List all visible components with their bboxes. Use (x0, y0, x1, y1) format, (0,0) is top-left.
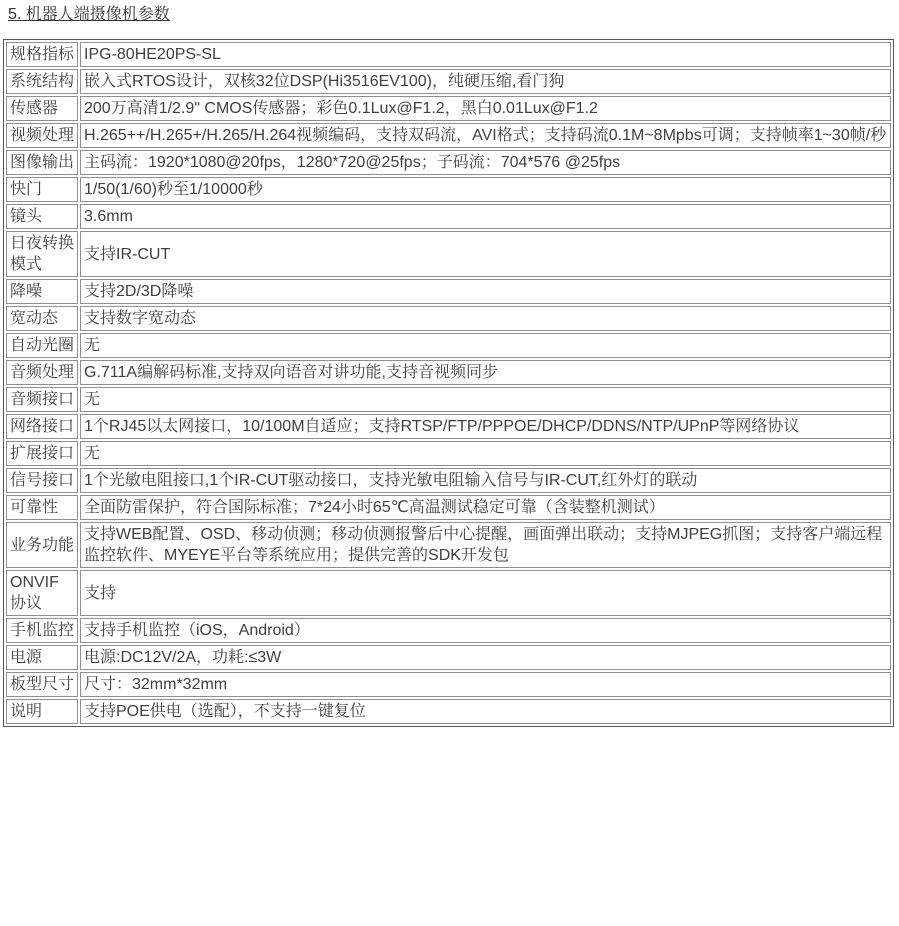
spec-label-cell: 系统结构 (6, 69, 78, 94)
spec-label-cell: 说明 (6, 699, 78, 724)
section-title-row (3, 6, 896, 32)
spec-value-cell: 支持手机监控（iOS，Android） (80, 618, 891, 643)
spec-table-row (6, 306, 891, 331)
spec-value-cell: 3.6mm (80, 204, 891, 229)
spec-value-cell: 支持POE供电（选配），不支持一键复位 (80, 699, 891, 724)
spec-value-cell: 主码流：1920*1080@20fps，1280*720@25fps；子码流：704*576 @25fps (80, 150, 891, 175)
spec-table-row (6, 360, 891, 385)
spec-table-row (6, 231, 891, 277)
spec-value-cell: H.265++/H.265+/H.265/H.264视频编码，支持双码流，AVI格式；支持码流0.1M~8Mpbs可调；支持帧率1~30帧/秒 (80, 123, 891, 148)
spec-label-cell: 手机监控 (6, 618, 78, 643)
spec-table-row (6, 279, 891, 304)
spec-table-row (6, 414, 891, 439)
section-title: 5. 机器人端摄像机参数 (8, 6, 170, 23)
spec-value-cell: 无 (80, 387, 891, 412)
spec-table-row (6, 150, 891, 175)
spec-label-cell: 网络接口 (6, 414, 78, 439)
spec-table-row (6, 570, 891, 616)
spec-value-cell: 1个光敏电阻接口,1个IR-CUT驱动接口，支持光敏电阻输入信号与IR-CUT,红外灯的联动 (80, 468, 891, 493)
spec-label-cell: 板型尺寸 (6, 672, 78, 697)
spec-value-cell: 1/50(1/60)秒至1/10000秒 (80, 177, 891, 202)
spec-table-row (6, 645, 891, 670)
spec-table-row (6, 177, 891, 202)
spec-value-cell: G.711A编解码标准,支持双向语音对讲功能,支持音视频同步 (80, 360, 891, 385)
spec-value-cell: 200万高清1/2.9" CMOS传感器；彩色0.1Lux@F1.2，黑白0.01Lux@F1.2 (80, 96, 891, 121)
spec-value-cell: 支持IR-CUT (80, 231, 891, 277)
spec-label-cell: 自动光圈 (6, 333, 78, 358)
spec-value-cell: 全面防雷保护，符合国际标准；7*24小时65℃高温测试稳定可靠（含装整机测试） (80, 495, 891, 520)
spec-table-row (6, 441, 891, 466)
spec-table-row (6, 618, 891, 643)
camera-spec-table-body (6, 42, 891, 724)
spec-table-row (6, 42, 891, 67)
spec-value-cell: 支持2D/3D降噪 (80, 279, 891, 304)
spec-table-row (6, 672, 891, 697)
spec-value-cell: 无 (80, 441, 891, 466)
spec-value-cell: 支持数字宽动态 (80, 306, 891, 331)
spec-value-cell: 无 (80, 333, 891, 358)
spec-table-row (6, 699, 891, 724)
spec-table-row (6, 96, 891, 121)
spec-label-cell: 日夜转换模式 (6, 231, 78, 277)
spec-label-cell: 信号接口 (6, 468, 78, 493)
spec-value-cell: 1个RJ45以太网接口，10/100M自适应；支持RTSP/FTP/PPPOE/DHCP/DDNS/NTP/UPnP等网络协议 (80, 414, 891, 439)
spec-label-cell: 规格指标 (6, 42, 78, 67)
spec-label-cell: 电源 (6, 645, 78, 670)
camera-spec-table (3, 39, 894, 727)
spec-table-row (6, 333, 891, 358)
spec-label-cell: 宽动态 (6, 306, 78, 331)
spec-table-row (6, 495, 891, 520)
spec-label-cell: 视频处理 (6, 123, 78, 148)
spec-label-cell: 图像输出 (6, 150, 78, 175)
spec-label-cell: 传感器 (6, 96, 78, 121)
spec-value-cell: 嵌入式RTOS设计，双核32位DSP(Hi3516EV100)，纯硬压缩,看门狗 (80, 69, 891, 94)
spec-label-cell: 镜头 (6, 204, 78, 229)
spec-label-cell: ONVIF协议 (6, 570, 78, 616)
spec-table-row (6, 522, 891, 568)
spec-label-cell: 降噪 (6, 279, 78, 304)
spec-table-row (6, 123, 891, 148)
spec-label-cell: 音频处理 (6, 360, 78, 385)
spec-table-row (6, 204, 891, 229)
spec-label-cell: 扩展接口 (6, 441, 78, 466)
spec-label-cell: 业务功能 (6, 522, 78, 568)
spec-label-cell: 快门 (6, 177, 78, 202)
spec-table-row (6, 468, 891, 493)
spec-label-cell: 音频接口 (6, 387, 78, 412)
spec-value-cell: IPG-80HE20PS-SL (80, 42, 891, 67)
spec-value-cell: 支持 (80, 570, 891, 616)
spec-value-cell: 尺寸：32mm*32mm (80, 672, 891, 697)
spec-value-cell: 电源:DC12V/2A，功耗:≤3W (80, 645, 891, 670)
spec-table-row (6, 387, 891, 412)
spec-table-row (6, 69, 891, 94)
spec-label-cell: 可靠性 (6, 495, 78, 520)
spec-value-cell: 支持WEB配置、OSD、移动侦测；移动侦测报警后中心提醒，画面弹出联动；支持MJPEG抓图；支持客户端远程监控软件、MYEYE平台等系统应用；提供完善的SDK开发包 (80, 522, 891, 568)
